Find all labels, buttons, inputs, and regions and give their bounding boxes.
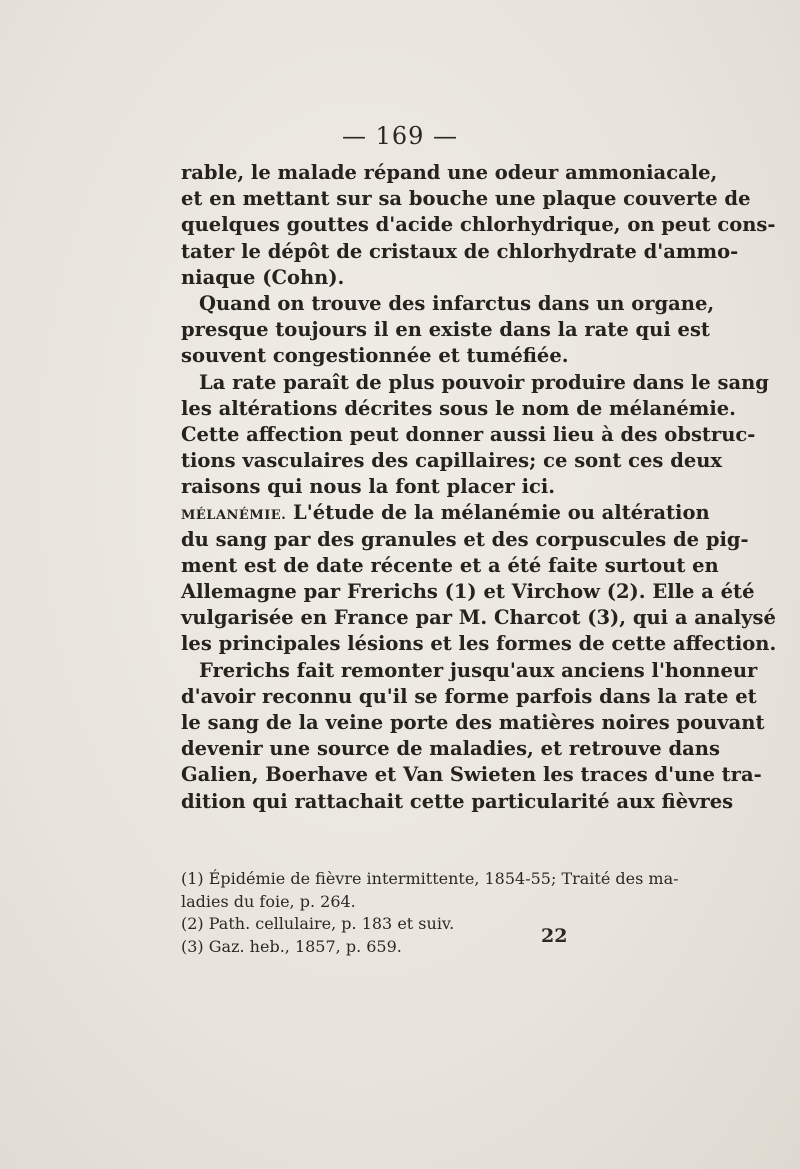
text-line: rable, le malade répand une odeur ammoniacale, bbox=[181, 161, 718, 184]
text-line: Allemagne par Frerichs (1) et Virchow (2). Elle a été bbox=[181, 580, 755, 603]
text-line-content: L'étude de la mélanémie ou altération bbox=[286, 501, 710, 525]
text-line: Quand on trouve des infarctus dans un organe, bbox=[199, 291, 715, 315]
text-line: Frerichs fait remonter jusqu'aux anciens l'honneur bbox=[199, 658, 758, 682]
page-header: — 169 — bbox=[341, 122, 459, 150]
text-line: niaque (Cohn). bbox=[181, 265, 345, 289]
section-side-title: MÉLANÉMIE. bbox=[181, 508, 287, 524]
text-line: vulgarisée en France par M. Charcot (3), qui a analysé bbox=[181, 606, 776, 630]
text-line: souvent congestionnée et tuméfiée. bbox=[181, 344, 569, 368]
text-line: le sang de la veine porte des matières noires pouvant bbox=[181, 710, 765, 734]
text-line: quelques gouttes d'acide chlorhydrique, on peut cons- bbox=[181, 213, 776, 237]
footnote: (3) Gaz. heb., 1857, p. 659. bbox=[181, 936, 402, 956]
text-line: dition qui rattachait cette particularité aux fièvres bbox=[181, 789, 734, 813]
text-line: raisons qui nous la font placer ici. bbox=[181, 475, 556, 499]
text-line: les principales lésions et les formes de cette affection. bbox=[181, 632, 777, 656]
text-line: presque toujours il en existe dans la rate qui est bbox=[181, 318, 710, 342]
text-line: ment est de date récente et a été faite surtout en bbox=[181, 553, 719, 577]
text-line: tions vasculaires des capillaires; ce sont ces deux bbox=[181, 449, 723, 473]
footnote: (1) Épidémie de fièvre intermittente, 1854-55; Traité des ma- bbox=[181, 869, 679, 888]
text-line: devenir une source de maladies, et retrouve dans bbox=[181, 737, 720, 761]
body-text bbox=[181, 160, 777, 815]
text-line: les altérations décrites sous le nom de mélanémie. bbox=[181, 396, 736, 420]
text-line: d'avoir reconnu qu'il se forme parfois dans la rate et bbox=[181, 684, 757, 708]
text-line: La rate paraît de plus pouvoir produire dans le sang bbox=[199, 370, 769, 394]
signature-mark: 22 bbox=[541, 925, 568, 947]
text-line: et en mettant sur sa bouche une plaque couverte de bbox=[181, 187, 751, 211]
text-line: Cette affection peut donner aussi lieu à des obstruc- bbox=[181, 422, 756, 446]
text-line: tater le dépôt de cristaux de chlorhydrate d'ammo- bbox=[181, 239, 739, 263]
text-line bbox=[181, 500, 710, 526]
footnote: ladies du foie, p. 264. bbox=[181, 891, 356, 911]
footnote: (2) Path. cellulaire, p. 183 et suiv. bbox=[181, 914, 455, 933]
text-line: du sang par des granules et des corpuscules de pig- bbox=[181, 527, 749, 551]
text-line: Galien, Boerhave et Van Swieten les traces d'une tra- bbox=[181, 763, 762, 787]
